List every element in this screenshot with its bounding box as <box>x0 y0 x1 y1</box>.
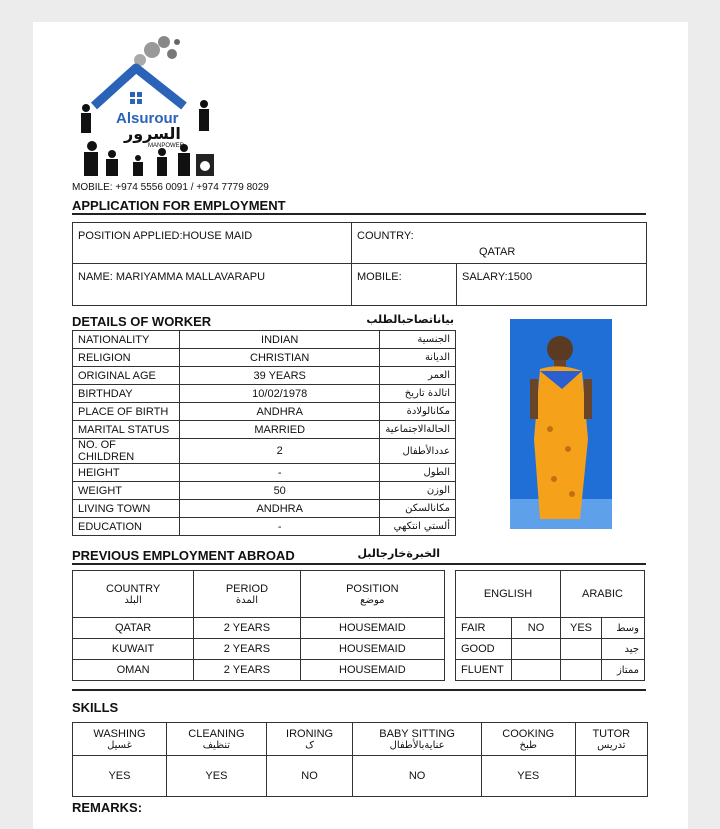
skill-header: IRONING ک <box>266 723 352 756</box>
worker-name: NAME: MARIYAMMA MALLAVARAPU <box>78 271 266 283</box>
details-row <box>73 349 456 367</box>
detail-label-ar: اتالدة تاريخ <box>380 385 456 403</box>
arabic-header: ARABIC <box>561 571 645 618</box>
employment-row <box>73 639 445 660</box>
skills-rule-top <box>72 689 646 691</box>
detail-label-ar: الحالةالاجتماعية <box>380 421 456 439</box>
employment-country: KUWAIT <box>73 639 194 660</box>
details-row <box>73 385 456 403</box>
page-title: APPLICATION FOR EMPLOYMENT <box>72 198 286 213</box>
skill-value <box>575 756 647 797</box>
language-level-ar: جيد <box>602 639 645 660</box>
mobile-label: MOBILE: <box>357 271 402 283</box>
detail-label: EDUCATION <box>73 518 180 536</box>
employment-period: 2 YEARS <box>194 660 300 681</box>
logo-subtext: MANPOWER <box>148 143 184 149</box>
details-row <box>73 518 456 536</box>
employment-period: 2 YEARS <box>194 618 300 639</box>
details-table <box>72 330 456 536</box>
detail-value: ANDHRA <box>179 500 379 518</box>
skill-header: COOKING طبخ <box>481 723 575 756</box>
previous-heading-ar: الخبرةخارجالبل <box>357 547 440 560</box>
detail-label-ar: مكانالولادة <box>380 403 456 421</box>
details-row <box>73 500 456 518</box>
skill-header: TUTOR تدريس <box>575 723 647 756</box>
employment-position: HOUSEMAID <box>300 639 444 660</box>
language-arabic: YES <box>561 618 602 639</box>
logo-text-ar: السرور <box>124 124 181 143</box>
detail-label-ar: عددالأطفال <box>380 439 456 464</box>
employment-position: HOUSEMAID <box>300 618 444 639</box>
detail-value: 10/02/1978 <box>179 385 379 403</box>
detail-label-ar: الجنسية <box>380 331 456 349</box>
detail-label: MARITAL STATUS <box>73 421 180 439</box>
col-period: PERIOD المدة <box>194 571 300 618</box>
detail-value: - <box>179 518 379 536</box>
language-level-ar: ممتاز <box>602 660 645 681</box>
detail-value: - <box>179 464 379 482</box>
language-english <box>512 639 561 660</box>
detail-label: NO. OF CHILDREN <box>73 439 180 464</box>
logo-text-en: Alsurour <box>116 110 179 127</box>
employment-country: QATAR <box>73 618 194 639</box>
remarks-label: REMARKS: <box>72 800 143 815</box>
col-position: POSITION موضع <box>300 571 444 618</box>
details-heading: DETAILS OF WORKER <box>72 314 212 329</box>
country-value: QATAR <box>479 246 516 258</box>
detail-value: ANDHRA <box>179 403 379 421</box>
application-header-box <box>72 222 647 306</box>
language-arabic <box>561 660 602 681</box>
detail-label: PLACE OF BIRTH <box>73 403 180 421</box>
english-header: ENGLISH <box>456 571 561 618</box>
details-row <box>73 403 456 421</box>
worker-photo <box>510 319 612 529</box>
language-level: FLUENT <box>456 660 512 681</box>
language-table <box>455 570 645 681</box>
detail-label: LIVING TOWN <box>73 500 180 518</box>
skill-header: WASHING غسيل <box>73 723 167 756</box>
previous-rule <box>72 563 646 565</box>
detail-label: ORIGINAL AGE <box>73 367 180 385</box>
details-row <box>73 421 456 439</box>
detail-label-ar: مكانالسكن <box>380 500 456 518</box>
detail-label: BIRTHDAY <box>73 385 180 403</box>
detail-label-ar: ألستي انتكهي <box>380 518 456 536</box>
detail-value: 50 <box>179 482 379 500</box>
detail-label: NATIONALITY <box>73 331 180 349</box>
details-row <box>73 439 456 464</box>
details-row <box>73 482 456 500</box>
company-mobile: MOBILE: +974 5556 0091 / +974 7779 8029 <box>72 182 269 193</box>
employment-country: OMAN <box>73 660 194 681</box>
language-english: NO <box>512 618 561 639</box>
company-logo <box>72 30 222 182</box>
detail-label: WEIGHT <box>73 482 180 500</box>
detail-label-ar: الوزن <box>380 482 456 500</box>
detail-label-ar: الديانة <box>380 349 456 367</box>
skill-header: CLEANING تنظيف <box>166 723 266 756</box>
details-row <box>73 367 456 385</box>
skill-value: NO <box>266 756 352 797</box>
language-level: FAIR <box>456 618 512 639</box>
detail-value: 2 <box>179 439 379 464</box>
skill-value: YES <box>166 756 266 797</box>
title-rule <box>72 213 646 215</box>
detail-value: CHRISTIAN <box>179 349 379 367</box>
col-country: COUNTRY البلد <box>73 571 194 618</box>
details-row <box>73 464 456 482</box>
details-row <box>73 331 456 349</box>
details-heading-ar: بياناتصاحبالطلب <box>366 313 454 326</box>
employment-row <box>73 660 445 681</box>
skills-heading: SKILLS <box>72 700 119 715</box>
detail-value: MARRIED <box>179 421 379 439</box>
detail-label: RELIGION <box>73 349 180 367</box>
language-row <box>456 639 645 660</box>
skill-value: NO <box>353 756 482 797</box>
position-applied: POSITION APPLIED:HOUSE MAID <box>78 230 253 242</box>
employment-period: 2 YEARS <box>194 639 300 660</box>
detail-label-ar: العمر <box>380 367 456 385</box>
skill-value: YES <box>481 756 575 797</box>
previous-heading: PREVIOUS EMPLOYMENT ABROAD <box>72 548 295 563</box>
language-level-ar: وسط <box>602 618 645 639</box>
language-english <box>512 660 561 681</box>
country-label: COUNTRY: <box>357 230 414 242</box>
detail-value: 39 YEARS <box>179 367 379 385</box>
skills-table <box>72 722 648 797</box>
skill-value: YES <box>73 756 167 797</box>
language-row <box>456 618 645 639</box>
language-level: GOOD <box>456 639 512 660</box>
language-row <box>456 660 645 681</box>
language-arabic <box>561 639 602 660</box>
detail-label-ar: الطول <box>380 464 456 482</box>
employment-position: HOUSEMAID <box>300 660 444 681</box>
previous-table <box>72 570 445 681</box>
detail-label: HEIGHT <box>73 464 180 482</box>
employment-row <box>73 618 445 639</box>
skill-header: BABY SITTING عنايةبالأطفال <box>353 723 482 756</box>
detail-value: INDIAN <box>179 331 379 349</box>
salary: SALARY:1500 <box>462 271 533 283</box>
